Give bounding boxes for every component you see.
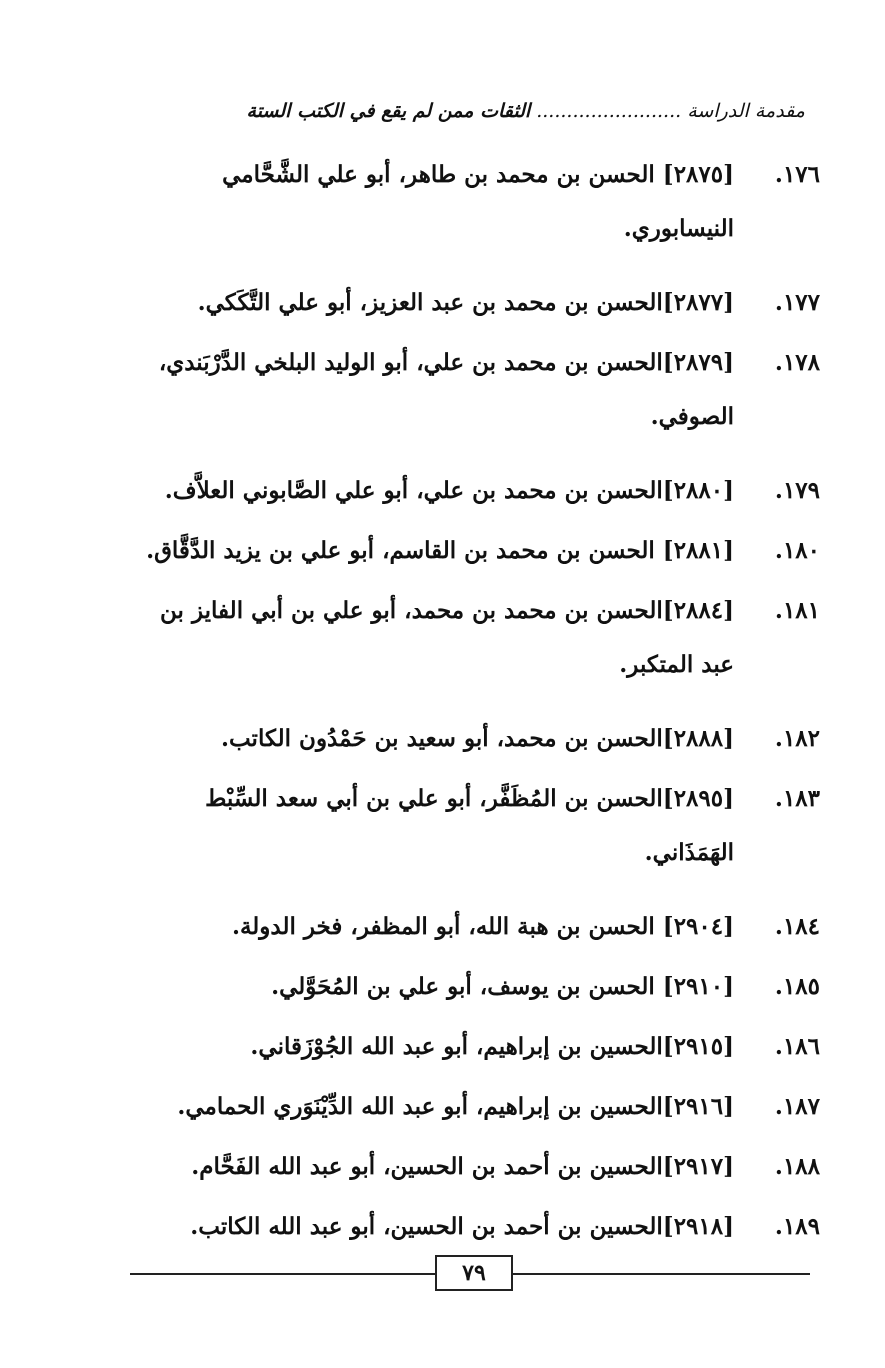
entry-text: الحسن بن يوسف، أبو علي بن المُحَوَّلي. <box>271 973 663 1000</box>
entry-body <box>120 1020 734 1074</box>
entry-code: [٢٩١٥] <box>662 1033 734 1060</box>
entry-number: ١٨٦. <box>774 1033 820 1060</box>
entry-code: [٢٨٩٥] <box>662 785 734 812</box>
list-item <box>120 1020 820 1074</box>
entry-list <box>120 148 820 1260</box>
entry-text: الحسين بن إبراهيم، أبو عبد الله الدِّيْنَوَري الحمامي. <box>177 1093 663 1120</box>
entry-text: الحسين بن إبراهيم، أبو عبد الله الجُوْزَقاني. <box>250 1033 663 1060</box>
entry-body <box>120 276 734 330</box>
list-item <box>120 1200 820 1254</box>
entry-code: [٢٩١٨] <box>662 1213 734 1240</box>
running-header <box>130 100 805 130</box>
list-item <box>120 1140 820 1194</box>
entry-body <box>120 960 734 1014</box>
entry-number: ١٧٨. <box>774 349 820 376</box>
list-item <box>120 712 820 766</box>
entry-number: ١٨٤. <box>774 913 820 940</box>
list-item <box>120 464 820 518</box>
list-item <box>120 584 820 692</box>
entry-code: [٢٨٨٠] <box>662 477 734 504</box>
entry-code: [٢٨٨٨] <box>662 725 734 752</box>
list-item <box>120 960 820 1014</box>
entry-body <box>120 1200 734 1254</box>
entry-code: [٢٨٨٤] <box>662 597 734 624</box>
entry-body <box>120 712 734 766</box>
list-item <box>120 524 820 578</box>
entry-text: الحسن بن محمد بن طاهر، أبو علي الشَّحَّامي النيسابوري. <box>222 161 734 242</box>
entry-body <box>120 1080 734 1134</box>
list-item <box>120 276 820 330</box>
entry-code: [٢٩١٦] <box>662 1093 734 1120</box>
list-item <box>120 1080 820 1134</box>
entry-number: ١٨٥. <box>774 973 820 1000</box>
entry-text: الحسن بن محمد بن علي، أبو علي الصَّابوني العلاَّف. <box>164 477 663 504</box>
entry-text: الحسن بن هبة الله، أبو المظفر، فخر الدولة. <box>231 913 663 940</box>
header-book-title: الثقات ممن لم يقع في الكتب الستة <box>246 100 531 122</box>
entry-text: الحسن بن المُظَفَّر، أبو علي بن أبي سعد السِّبْط الهَمَذَاني. <box>205 785 734 866</box>
list-item <box>120 900 820 954</box>
entry-number: ١٨٧. <box>774 1093 820 1120</box>
entry-number: ١٨٨. <box>774 1153 820 1180</box>
entry-text: الحسين بن أحمد بن الحسين، أبو عبد الله الفَحَّام. <box>191 1153 663 1180</box>
entry-number: ١٨٢. <box>774 725 820 752</box>
entry-number: ١٧٩. <box>774 477 820 504</box>
entry-text: الحسن بن محمد بن علي، أبو الوليد البلخي الدَّرْبَندي، الصوفي. <box>158 349 734 430</box>
list-item <box>120 148 820 256</box>
entry-text: الحسن بن محمد بن محمد، أبو علي بن أبي الفايز بن عبد المتكبر. <box>160 597 734 678</box>
entry-code: [٢٩٠٤] <box>662 913 734 940</box>
entry-body <box>120 1140 734 1194</box>
entry-number: ١٨١. <box>774 597 820 624</box>
entry-code: [٢٨٧٩] <box>662 349 734 376</box>
entry-number: ١٨٠. <box>774 537 820 564</box>
page-footer <box>130 1255 810 1295</box>
entry-text: الحسين بن أحمد بن الحسين، أبو عبد الله الكاتب. <box>190 1213 663 1240</box>
entry-body <box>120 148 734 256</box>
entry-code: [٢٨٧٧] <box>662 289 734 316</box>
entry-body <box>120 584 734 692</box>
entry-body <box>120 900 734 954</box>
entry-number: ١٨٣. <box>774 785 820 812</box>
entry-code: [٢٨٧٥] <box>662 161 734 188</box>
entry-number: ١٧٦. <box>774 161 820 188</box>
header-section-title: مقدمة الدراسة <box>687 100 805 122</box>
entry-code: [٢٨٨١] <box>662 537 734 564</box>
entry-body <box>120 524 734 578</box>
header-dot-leader: ........................ <box>536 100 682 122</box>
list-item <box>120 336 820 444</box>
entry-code: [٢٩١٠] <box>662 973 734 1000</box>
entry-body <box>120 772 734 880</box>
entry-text: الحسن بن محمد بن عبد العزيز، أبو علي التَّكَكي. <box>197 289 663 316</box>
entry-number: ١٧٧. <box>774 289 820 316</box>
list-item <box>120 772 820 880</box>
entry-text: الحسن بن محمد بن القاسم، أبو علي بن يزيد الدَّقَّاق. <box>146 537 663 564</box>
entry-text: الحسن بن محمد، أبو سعيد بن حَمْدُون الكاتب. <box>220 725 663 752</box>
page-number: ٧٩ <box>435 1255 513 1291</box>
entry-body <box>120 464 734 518</box>
entry-body <box>120 336 734 444</box>
entry-code: [٢٩١٧] <box>662 1153 734 1180</box>
entry-number: ١٨٩. <box>774 1213 820 1240</box>
